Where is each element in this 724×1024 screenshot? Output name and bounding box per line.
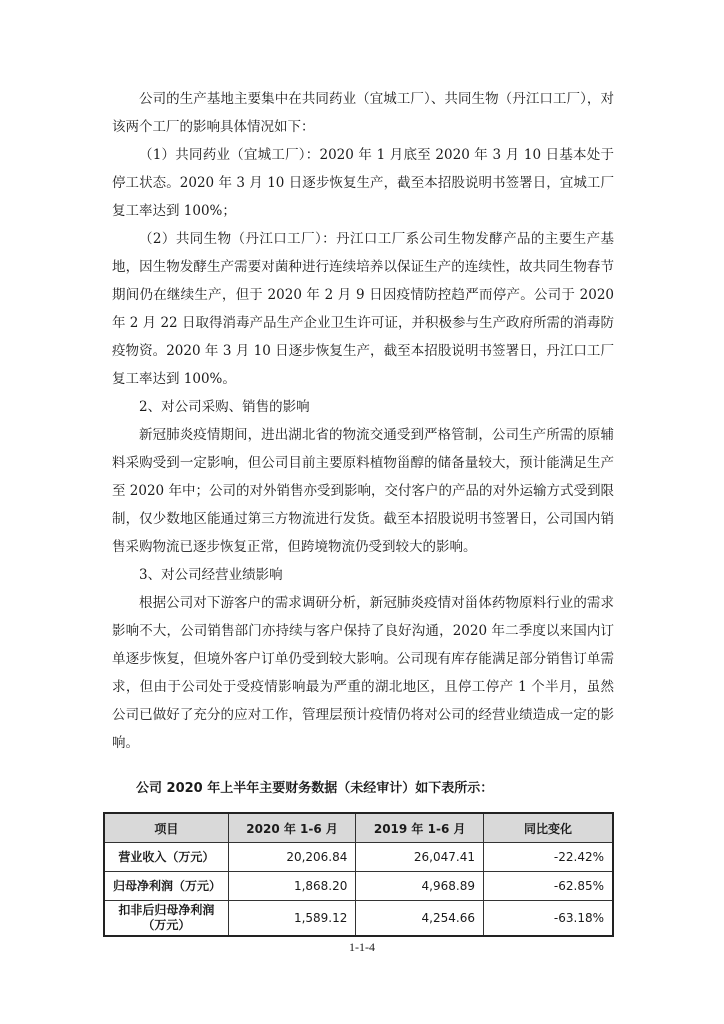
table-caption: 公司 2020 年上半年主要财务数据（未经审计）如下表所示： <box>136 781 494 796</box>
section-3-heading: 3、对公司经营业绩影响 <box>139 567 283 583</box>
cell-yoy: -62.85% <box>483 872 613 901</box>
cell-2020h1: 1,589.12 <box>228 901 356 937</box>
table-row <box>104 901 613 937</box>
cell-2019h1: 26,047.41 <box>356 843 484 872</box>
procurement-sales-paragraph: 新冠肺炎疫情期间，进出湖北省的物流交通受到严格管制，公司生产所需的原辅料采购受到一定影响，但公司目前主要原料植物甾醇的储备量较大，预计能满足生产至 2020 年中；公司的对外销售亦受到影响，交付客户的产品的对外运输方式受到限制，仅少数地区能通过第三方物流进行发货。截至本招股说明书签署日，公司国内销售采购物流已逐步恢复正常，但跨境物流仍受到较大的影响。 <box>112 427 614 555</box>
header-2020h1: 2020 年 1-6 月 <box>228 813 356 843</box>
cell-yoy: -22.42% <box>483 843 613 872</box>
yicheng-factory-paragraph: （1）共同药业（宜城工厂）：2020 年 1 月底至 2020 年 3 月 10 日基本处于停工状态。2020 年 3 月 10 日逐步恢复生产，截至本招股说明书签署日，宜城工厂复工率达到 100%； <box>112 147 614 219</box>
financial-data-table <box>103 812 614 937</box>
row-label: 扣非后归母净利润（万元） <box>104 901 228 937</box>
cell-2019h1: 4,254.66 <box>356 901 484 937</box>
header-2019h1: 2019 年 1-6 月 <box>356 813 484 843</box>
row-label: 营业收入（万元） <box>104 843 228 872</box>
table-row <box>104 872 613 901</box>
section-2-heading: 2、对公司采购、销售的影响 <box>139 399 310 415</box>
cell-2019h1: 4,968.89 <box>356 872 484 901</box>
header-item: 项目 <box>104 813 228 843</box>
row-label: 归母净利润（万元） <box>104 872 228 901</box>
performance-paragraph: 根据公司对下游客户的需求调研分析，新冠肺炎疫情对甾体药物原料行业的需求影响不大，公司销售部门亦持续与客户保持了良好沟通，2020 年二季度以来国内订单逐步恢复，但境外客户订单仍受到较大影响。公司现有库存能满足部分销售订单需求，但由于公司处于受疫情影响最为严重的湖北地区，且停工停产 1 个半月，虽然公司已做好了充分的应对工作，管理层预计疫情仍将对公司的经营业绩造成一定的影响。 <box>112 595 614 751</box>
table-row <box>104 843 613 872</box>
intro-paragraph: 公司的生产基地主要集中在共同药业（宜城工厂）、共同生物（丹江口工厂），对该两个工厂的影响具体情况如下： <box>112 91 614 135</box>
table-header-row <box>104 813 613 843</box>
page-number: 1-1-4 <box>349 940 375 954</box>
cell-yoy: -63.18% <box>483 901 613 937</box>
danjiangkou-factory-paragraph: （2）共同生物（丹江口工厂）：丹江口工厂系公司生物发酵产品的主要生产基地，因生物发酵生产需要对菌种进行连续培养以保证生产的连续性，故共同生物春节期间仍在继续生产，但于 2020 年 2 月 9 日因疫情防控趋严而停产。公司于 2020 年 2 月 22 日取得消毒产品生产企业卫生许可证，并积极参与生产政府所需的消毒防疫物资。2020 年 3 月 10 日逐步恢复生产，截至本招股说明书签署日，丹江口工厂复工率达到 100%。 <box>112 231 614 387</box>
cell-2020h1: 1,868.20 <box>228 872 356 901</box>
cell-2020h1: 20,206.84 <box>228 843 356 872</box>
header-yoy-change: 同比变化 <box>483 813 613 843</box>
